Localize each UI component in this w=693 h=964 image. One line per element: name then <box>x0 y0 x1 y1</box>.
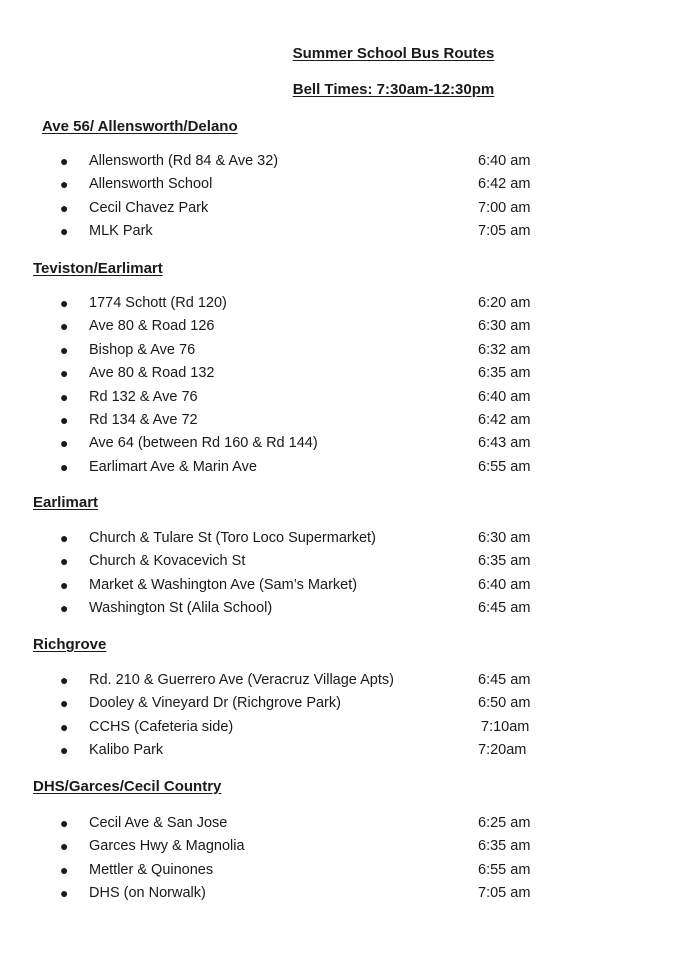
list-item <box>0 574 693 597</box>
stop-location: Allensworth School <box>89 176 213 193</box>
stop-time: 6:30 am <box>478 318 531 335</box>
bullet-icon: ● <box>60 435 69 452</box>
bullet-icon: ● <box>60 838 69 855</box>
stop-time: 6:45 am <box>478 600 531 617</box>
stop-location: MLK Park <box>89 223 153 240</box>
stop-location: Cecil Chavez Park <box>89 199 209 216</box>
list-item <box>0 409 693 432</box>
list-item <box>0 835 693 858</box>
stop-time: 6:50 am <box>478 695 531 712</box>
bullet-icon: ● <box>60 672 69 688</box>
bullet-icon: ● <box>60 861 69 878</box>
stop-time: 7:20am <box>478 742 527 759</box>
bullet-icon: ● <box>60 411 69 428</box>
bullet-icon: ● <box>60 576 69 593</box>
bullet-icon: ● <box>60 199 69 216</box>
list-item <box>0 456 693 479</box>
list-item <box>0 692 693 715</box>
document-title: Summer School Bus Routes <box>292 45 495 62</box>
stop-location: Mettler & Quinones <box>89 861 214 878</box>
stop-location: DHS (on Norwalk) <box>89 885 206 902</box>
bullet-icon: ● <box>60 742 69 759</box>
list-item <box>0 716 693 739</box>
bell-times: Bell Times: 7:30am-12:30pm <box>292 81 495 98</box>
stop-time: 6:43 am <box>478 435 531 452</box>
list-item <box>0 597 693 620</box>
bullet-icon: ● <box>60 600 69 617</box>
stop-location: Kalibo Park <box>89 742 164 759</box>
stop-location: Dooley & Vineyard Dr (Richgrove Park) <box>89 695 341 712</box>
stop-list <box>0 150 693 244</box>
bullet-icon: ● <box>60 388 69 405</box>
route-heading: Teviston/Earlimart <box>33 260 163 277</box>
stop-location: Ave 80 & Road 126 <box>89 318 215 335</box>
stop-time: 7:10am <box>481 718 530 735</box>
stop-list <box>0 669 693 763</box>
stop-time: 6:45 am <box>478 672 531 688</box>
stop-location: 1774 Schott (Rd 120) <box>89 295 227 311</box>
stop-time: 6:35 am <box>478 838 531 855</box>
stop-location: Rd. 210 & Guerrero Ave (Veracruz Village Apts) <box>89 672 394 688</box>
list-item <box>0 812 693 835</box>
bullet-icon: ● <box>60 553 69 570</box>
list-item <box>0 197 693 220</box>
route-heading: Ave 56/ Allensworth/Delano <box>42 118 238 135</box>
stop-location: Church & Tulare St (Toro Loco Supermarket) <box>89 530 376 546</box>
bullet-icon: ● <box>60 885 69 902</box>
stop-location: Earlimart Ave & Marin Ave <box>89 458 257 475</box>
bullet-icon: ● <box>60 718 69 735</box>
stop-location: Church & Kovacevich St <box>89 553 246 570</box>
route-heading: Earlimart <box>33 494 99 511</box>
stop-location: Ave 80 & Road 132 <box>89 365 215 382</box>
list-item <box>0 386 693 409</box>
stop-location: Ave 64 (between Rd 160 & Rd 144) <box>89 435 318 452</box>
stop-time: 6:40 am <box>478 153 531 169</box>
bullet-icon: ● <box>60 815 69 831</box>
bullet-icon: ● <box>60 318 69 335</box>
bullet-icon: ● <box>60 153 69 169</box>
stop-time: 6:40 am <box>478 388 531 405</box>
stop-time: 6:40 am <box>478 576 531 593</box>
stop-time: 6:55 am <box>478 458 531 475</box>
list-item <box>0 739 693 762</box>
bullet-icon: ● <box>60 341 69 358</box>
stop-location: Rd 132 & Ave 76 <box>89 388 198 405</box>
list-item <box>0 220 693 243</box>
stop-time: 7:05 am <box>478 223 531 240</box>
stop-location: Garces Hwy & Magnolia <box>89 838 245 855</box>
list-item <box>0 550 693 573</box>
list-item <box>0 315 693 338</box>
stop-time: 7:05 am <box>478 885 531 902</box>
bullet-icon: ● <box>60 530 69 546</box>
list-item <box>0 882 693 905</box>
list-item <box>0 173 693 196</box>
list-item <box>0 339 693 362</box>
stop-location: Rd 134 & Ave 72 <box>89 411 198 428</box>
list-item <box>0 292 693 315</box>
stop-time: 6:42 am <box>478 411 531 428</box>
bullet-icon: ● <box>60 365 69 382</box>
bullet-icon: ● <box>60 458 69 475</box>
list-item <box>0 859 693 882</box>
stop-time: 6:20 am <box>478 295 531 311</box>
stop-location: CCHS (Cafeteria side) <box>89 718 234 735</box>
route-heading: Richgrove <box>33 636 107 653</box>
list-item <box>0 150 693 173</box>
stop-time: 6:32 am <box>478 341 531 358</box>
stop-list <box>0 527 693 621</box>
stop-location: Cecil Ave & San Jose <box>89 815 228 831</box>
stop-location: Bishop & Ave 76 <box>89 341 196 358</box>
stop-time: 6:25 am <box>478 815 531 831</box>
stop-location: Allensworth (Rd 84 & Ave 32) <box>89 153 279 169</box>
stop-location: Market & Washington Ave (Sam’s Market) <box>89 576 358 593</box>
list-item <box>0 362 693 385</box>
stop-list <box>0 292 693 479</box>
bullet-icon: ● <box>60 176 69 193</box>
route-heading: DHS/Garces/Cecil Country <box>33 778 222 795</box>
stop-location: Washington St (Alila School) <box>89 600 273 617</box>
bullet-icon: ● <box>60 223 69 240</box>
stop-time: 6:30 am <box>478 530 531 546</box>
bullet-icon: ● <box>60 295 69 311</box>
list-item <box>0 432 693 455</box>
stop-time: 7:00 am <box>478 199 531 216</box>
stop-time: 6:55 am <box>478 861 531 878</box>
stop-time: 6:35 am <box>478 365 531 382</box>
bullet-icon: ● <box>60 695 69 712</box>
stop-time: 6:42 am <box>478 176 531 193</box>
list-item <box>0 669 693 692</box>
list-item <box>0 527 693 550</box>
stop-list <box>0 812 693 906</box>
stop-time: 6:35 am <box>478 553 531 570</box>
